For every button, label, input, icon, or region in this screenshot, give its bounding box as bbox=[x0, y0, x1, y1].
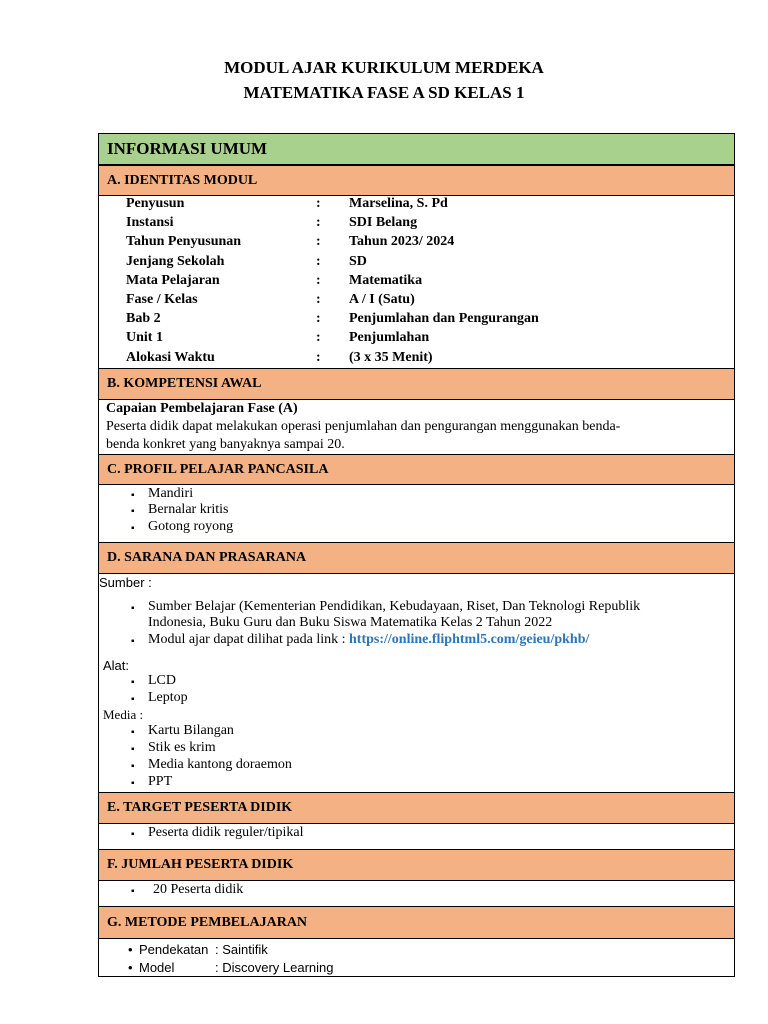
bullet-icon: ▪ bbox=[131, 727, 135, 738]
capaian-heading: Capaian Pembelajaran Fase (A) bbox=[106, 401, 298, 416]
identitas-value: Tahun 2023/ 2024 bbox=[349, 234, 455, 249]
identitas-value: SD bbox=[349, 254, 367, 269]
jumlah-item: 20 Peserta didik bbox=[153, 882, 244, 897]
bullet-icon: ▪ bbox=[131, 490, 135, 501]
identitas-label: Jenjang Sekolah bbox=[126, 254, 225, 269]
metode-label: Pendekatan bbox=[139, 942, 209, 957]
document-title-line1: MODUL AJAR KURIKULUM MERDEKA bbox=[224, 58, 544, 77]
metode-label: Model bbox=[139, 960, 175, 975]
identitas-separator: : bbox=[316, 254, 321, 269]
section-f-header: F. JUMLAH PESERTA DIDIK bbox=[98, 849, 735, 881]
section-e-header: E. TARGET PESERTA DIDIK bbox=[98, 792, 735, 824]
sumber-item-2 bbox=[148, 632, 589, 648]
identitas-label: Fase / Kelas bbox=[126, 292, 198, 307]
alat-item: LCD bbox=[148, 673, 176, 688]
alat-item: Leptop bbox=[148, 690, 188, 705]
identitas-value: Penjumlahan bbox=[349, 330, 430, 345]
media-label: Media : bbox=[103, 707, 144, 722]
bullet-icon: ▪ bbox=[131, 744, 135, 755]
identitas-separator: : bbox=[316, 273, 321, 288]
identitas-separator: : bbox=[316, 330, 321, 345]
metode-bullet: • bbox=[128, 960, 133, 975]
identitas-separator: : bbox=[316, 292, 321, 307]
capaian-text-line2: benda konkret yang banyaknya sampai 20. bbox=[106, 437, 345, 452]
media-item: Media kantong doraemon bbox=[148, 757, 292, 772]
sumber-item-line1: Sumber Belajar (Kementerian Pendidikan, Kebudayaan, Riset, Dan Teknologi Republik bbox=[148, 599, 641, 614]
bullet-icon: ▪ bbox=[131, 886, 135, 897]
bullet-icon: ▪ bbox=[131, 523, 135, 534]
informasi-umum-header: INFORMASI UMUM bbox=[98, 133, 735, 165]
capaian-text-line1: Peserta didik dapat melakukan operasi penjumlahan dan pengurangan menggunakan benda- bbox=[106, 419, 621, 434]
identitas-value: (3 x 35 Menit) bbox=[349, 350, 433, 365]
sumber-link-label: Modul ajar dapat dilihat pada link : bbox=[148, 632, 350, 647]
identitas-label: Bab 2 bbox=[126, 311, 161, 326]
bullet-icon: ▪ bbox=[131, 636, 135, 647]
identitas-separator: : bbox=[316, 311, 321, 326]
bullet-icon: ▪ bbox=[131, 677, 135, 688]
bullet-icon: ▪ bbox=[131, 761, 135, 772]
identitas-separator: : bbox=[316, 350, 321, 365]
identitas-separator: : bbox=[316, 215, 321, 230]
media-item: PPT bbox=[148, 774, 173, 789]
identitas-separator: : bbox=[316, 196, 321, 211]
metode-value: : Discovery Learning bbox=[215, 960, 334, 975]
metode-value: : Saintifik bbox=[215, 942, 268, 957]
metode-bullet: • bbox=[128, 942, 133, 957]
media-item: Kartu Bilangan bbox=[148, 723, 234, 738]
identitas-separator: : bbox=[316, 234, 321, 249]
profil-item: Bernalar kritis bbox=[148, 502, 229, 517]
bullet-icon: ▪ bbox=[131, 829, 135, 840]
bullet-icon: ▪ bbox=[131, 603, 135, 614]
section-b-header: B. KOMPETENSI AWAL bbox=[98, 368, 735, 400]
target-item: Peserta didik reguler/tipikal bbox=[148, 825, 304, 840]
identitas-label: Tahun Penyusunan bbox=[126, 234, 242, 249]
alat-label: Alat: bbox=[103, 658, 130, 673]
identitas-label: Mata Pelajaran bbox=[126, 273, 220, 288]
identitas-label: Alokasi Waktu bbox=[126, 350, 215, 365]
identitas-label: Penyusun bbox=[126, 196, 185, 211]
identitas-value: SDI Belang bbox=[349, 215, 418, 230]
section-a-header: A. IDENTITAS MODUL bbox=[98, 165, 735, 196]
identitas-value: Marselina, S. Pd bbox=[349, 196, 448, 211]
sumber-label: Sumber : bbox=[99, 575, 152, 590]
identitas-value: Penjumlahan dan Pengurangan bbox=[349, 311, 539, 326]
fliphtml5-link[interactable]: https://online.fliphtml5.com/geieu/pkhb/ bbox=[349, 632, 590, 647]
document-title-line2: MATEMATIKA FASE A SD KELAS 1 bbox=[243, 83, 525, 102]
media-item: Stik es krim bbox=[148, 740, 216, 755]
section-d-header: D. SARANA DAN PRASARANA bbox=[98, 542, 735, 574]
identitas-label: Instansi bbox=[126, 215, 174, 230]
bullet-icon: ▪ bbox=[131, 694, 135, 705]
identitas-label: Unit 1 bbox=[126, 330, 163, 345]
sumber-item-line2: Indonesia, Buku Guru dan Buku Siswa Matematika Kelas 2 Tahun 2022 bbox=[148, 615, 553, 630]
bullet-icon: ▪ bbox=[131, 506, 135, 517]
identitas-value: A / I (Satu) bbox=[349, 292, 415, 307]
bullet-icon: ▪ bbox=[131, 778, 135, 789]
section-c-header: C. PROFIL PELAJAR PANCASILA bbox=[98, 454, 735, 485]
profil-item: Mandiri bbox=[148, 486, 194, 501]
profil-item: Gotong royong bbox=[148, 519, 234, 534]
identitas-value: Matematika bbox=[349, 273, 423, 288]
section-g-header: G. METODE PEMBELAJARAN bbox=[98, 906, 735, 939]
